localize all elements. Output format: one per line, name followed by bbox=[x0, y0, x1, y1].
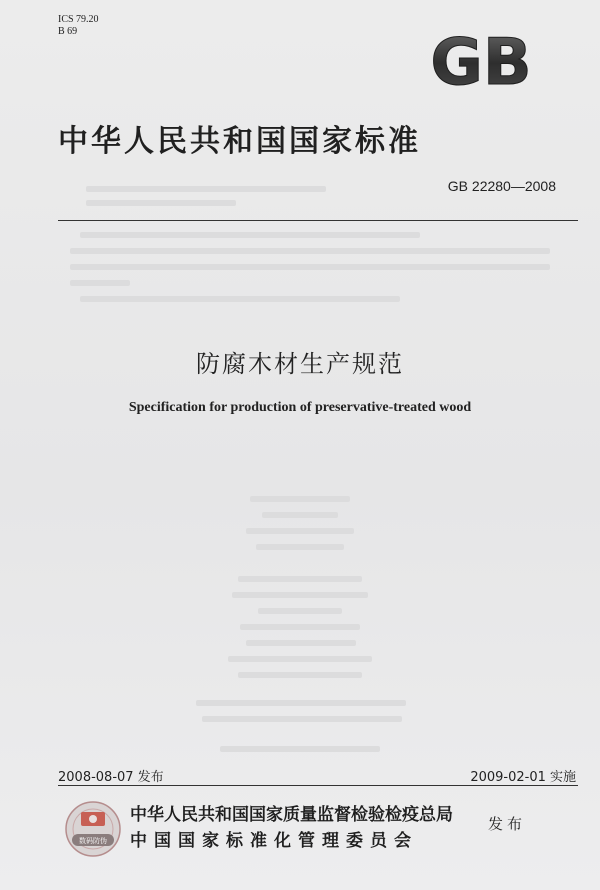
gb-logo bbox=[420, 30, 542, 92]
seal-label: 数码防伪 bbox=[79, 837, 107, 845]
publish-label: 发布 bbox=[488, 815, 527, 833]
footer-divider bbox=[58, 785, 578, 786]
anti-counterfeit-seal bbox=[64, 800, 122, 858]
issue-date: 2008-08-07 发布 bbox=[58, 770, 164, 785]
issuer-aqsiq: 中华人民共和国国家质量监督检验检疫总局 bbox=[130, 805, 453, 825]
standard-number: GB 22280—2008 bbox=[447, 178, 556, 194]
ics-code: ICS 79.20 bbox=[58, 14, 99, 25]
gb-logo-text: GB bbox=[430, 30, 532, 92]
header-divider bbox=[58, 220, 578, 221]
implementation-date: 2009-02-01 实施 bbox=[470, 770, 576, 785]
document-title-english: Specification for production of preservative-treated wood bbox=[128, 400, 472, 415]
standard-type-heading: 中华人民共和国国家标准 bbox=[58, 124, 421, 159]
document-title-chinese: 防腐木材生产规范 bbox=[196, 350, 404, 378]
classification-codes bbox=[58, 14, 99, 38]
issuer-sac: 中国国家标准化管理委员会 bbox=[130, 831, 418, 851]
ccs-code: B 69 bbox=[58, 26, 78, 37]
